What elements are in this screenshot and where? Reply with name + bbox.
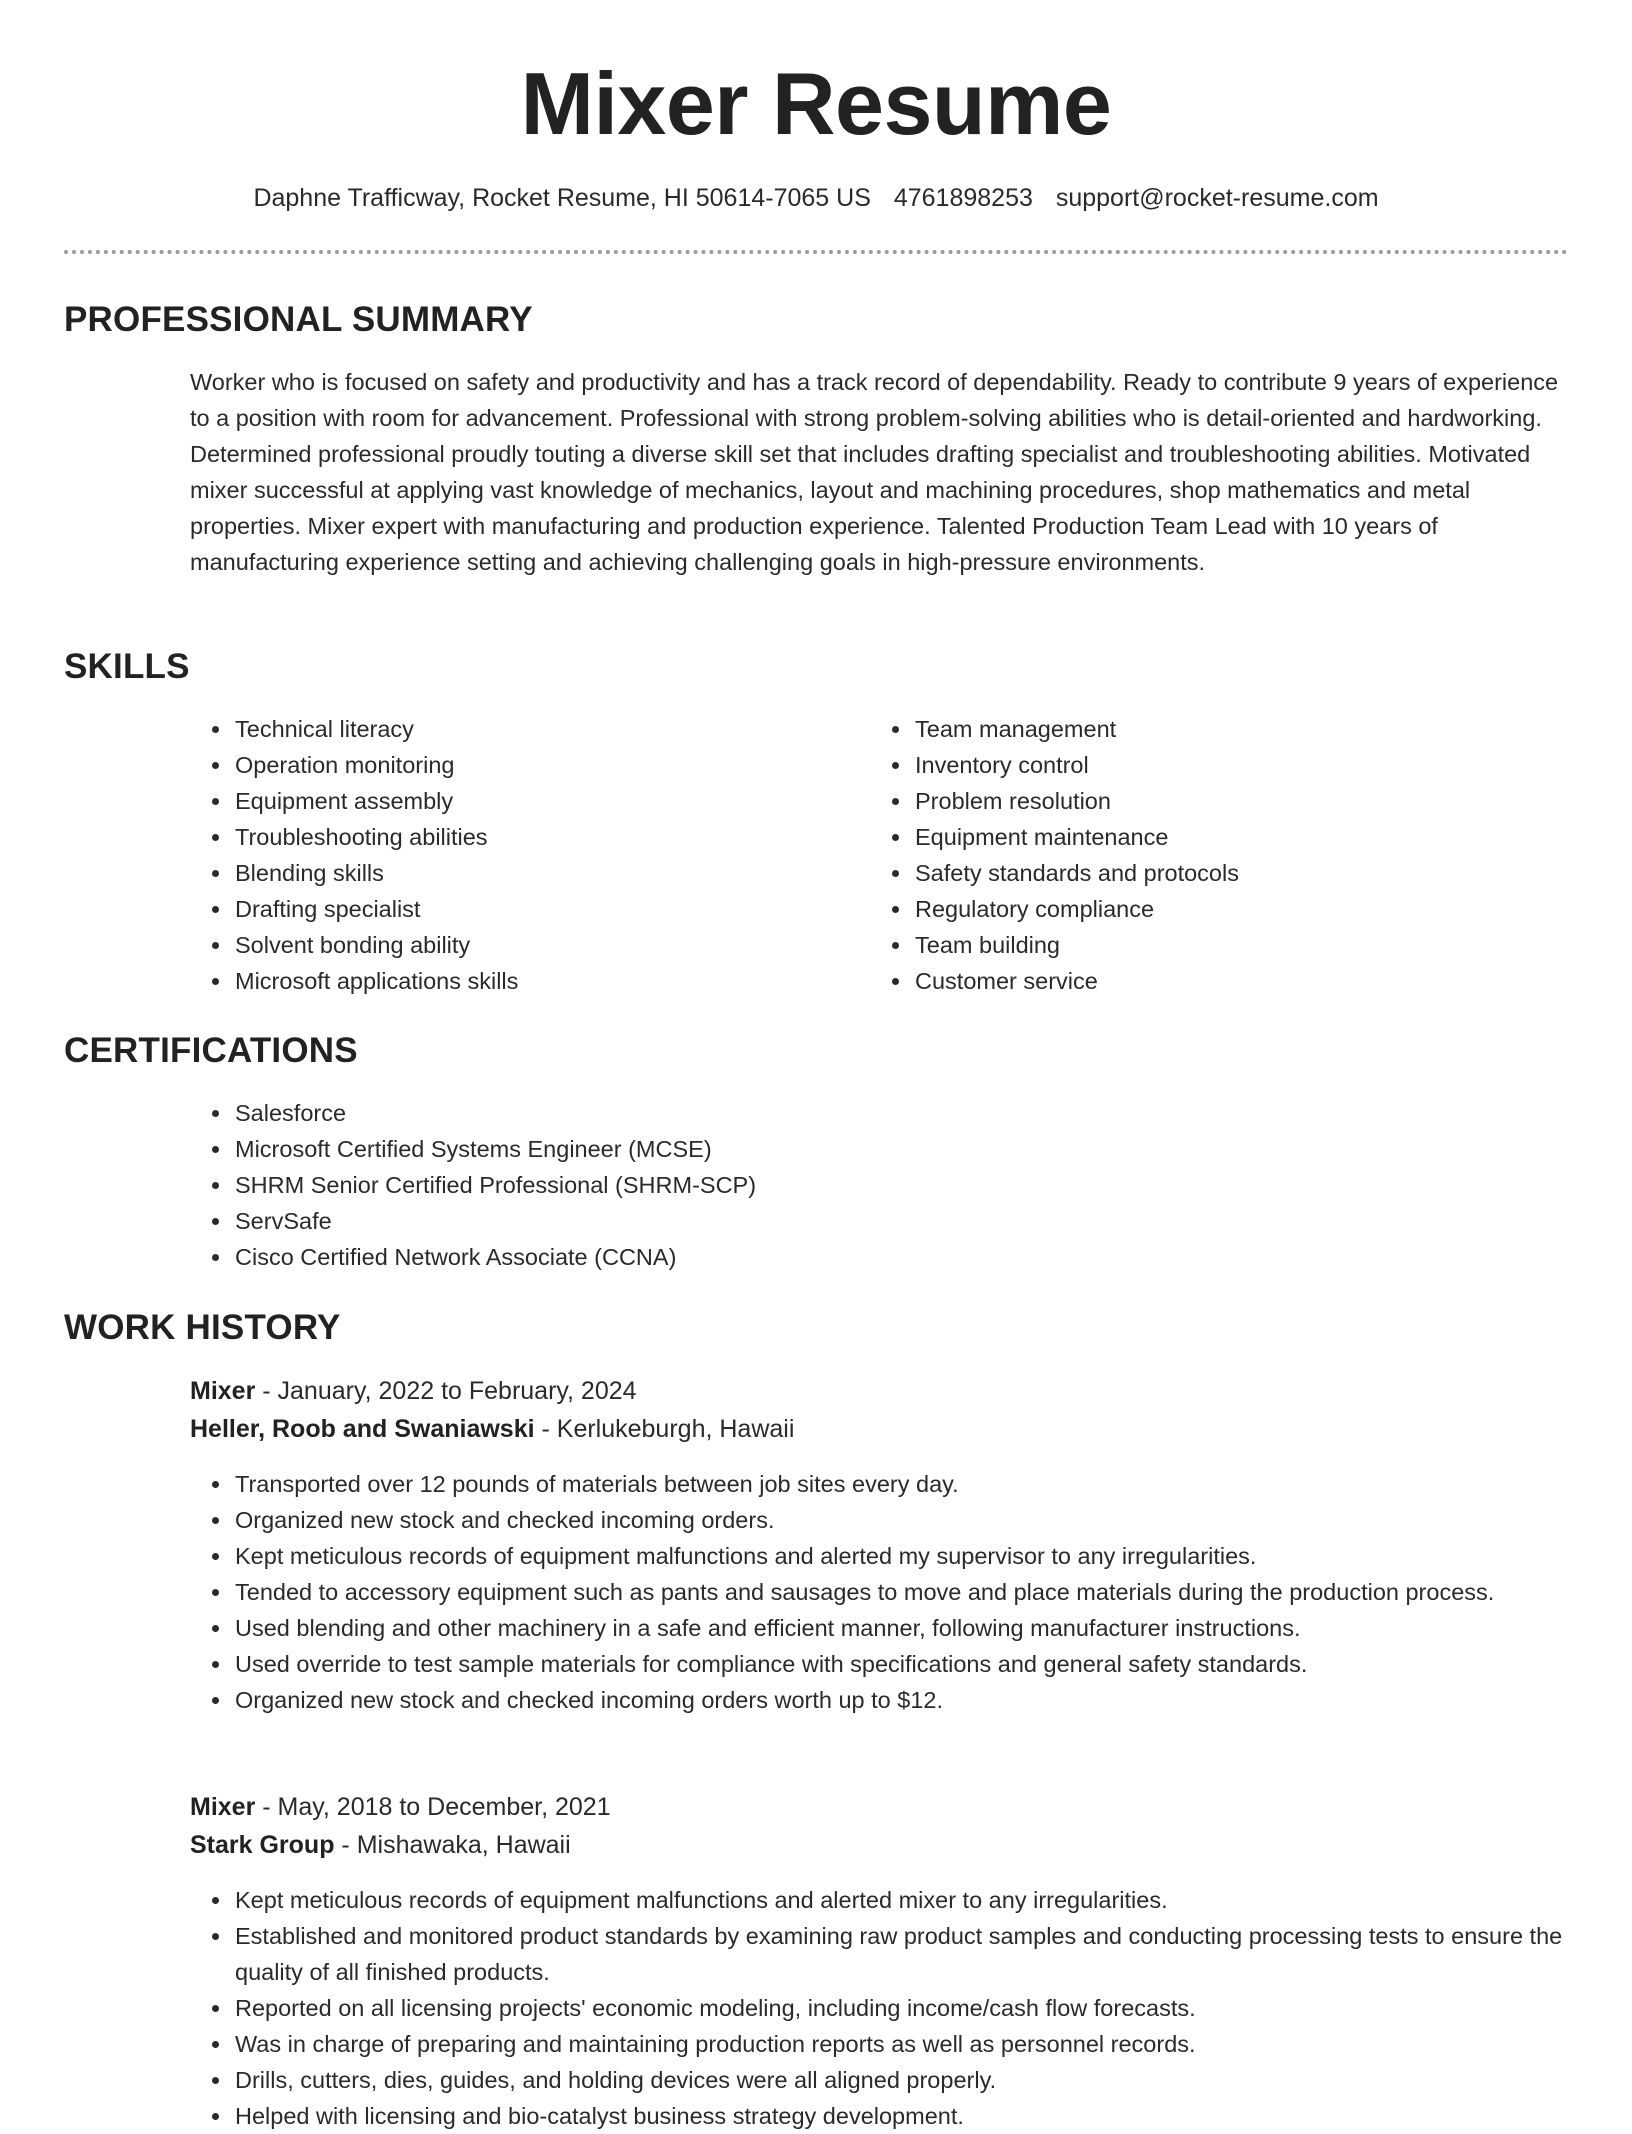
list-item: • Used blending and other machinery in a safe and efficient manner, following manufacturer instructions. [233,1610,1553,1646]
list-item: • Drafting specialist [233,891,853,927]
job-2-bullets [190,1882,1593,2134]
skills-list-right [870,711,1563,999]
job-1-company-line [190,1410,794,1448]
list-item: • Team building [913,927,1563,963]
list-item: • Operation monitoring [233,747,853,783]
contact-address: Daphne Trafficway, Rocket Resume, HI 50614-7065 US [253,184,871,212]
list-item: • Regulatory compliance [913,891,1563,927]
resume-title: Mixer Resume [520,54,1112,153]
job-2-dates: - May, 2018 to December, 2021 [255,1793,611,1821]
list-item: • Troubleshooting abilities [233,819,853,855]
list-item: • Equipment assembly [233,783,853,819]
list-item: • Established and monitored product standards by examining raw product samples and conducting processing tests to ensure the quality of all finished products. [233,1918,1593,1990]
list-item: • Cisco Certified Network Associate (CCNA) [233,1239,1533,1275]
certifications-heading: CERTIFICATIONS [64,1031,358,1070]
list-item: • Solvent bonding ability [233,927,853,963]
job-2-location: - Mishawaka, Hawaii [334,1831,571,1859]
list-item: • Microsoft Certified Systems Engineer (MCSE) [233,1131,1533,1167]
summary-heading: PROFESSIONAL SUMMARY [64,300,533,339]
summary-text: Worker who is focused on safety and productivity and has a track record of dependability. Ready to contribute 9 years of experience to a position with room for advancement. Professional with strong problem-solving abilities who is detail-oriented and hardworking. Determined professional proudly touting a diverse skill set that includes drafting specialist and troubleshooting abilities. Motivated mixer successful at applying vast knowledge of mechanics, layout and machining procedures, shop mathematics and metal properties. Mixer expert with manufacturing and production experience. Talented Production Team Lead with 10 years of manufacturing experience setting and achieving challenging goals in high-pressure environments. [190,369,1559,575]
list-item: • Microsoft applications skills [233,963,853,999]
job-1-bullets [190,1466,1553,1718]
job-2-title: Mixer [190,1793,256,1821]
list-item: • Transported over 12 pounds of materials between job sites every day. [233,1466,1553,1502]
list-item: • Blending skills [233,855,853,891]
job-1-company: Heller, Roob and Swaniawski [190,1415,535,1443]
list-item: • Team management [913,711,1563,747]
list-item: • Helped with licensing and bio-catalyst business strategy development. [233,2098,1593,2134]
list-item: • Technical literacy [233,711,853,747]
job-1-title: Mixer [190,1377,256,1405]
work-history-heading: WORK HISTORY [64,1308,341,1347]
job-1-dates: - January, 2022 to February, 2024 [255,1377,637,1405]
job-2-company-line [190,1826,571,1864]
list-item: • Organized new stock and checked incoming orders worth up to $12. [233,1682,1553,1718]
list-item: • Organized new stock and checked incoming orders. [233,1502,1553,1538]
list-item: • Safety standards and protocols [913,855,1563,891]
list-item: • Was in charge of preparing and maintaining production reports as well as personnel records. [233,2026,1593,2062]
list-item: • Inventory control [913,747,1563,783]
job-2-title-line [190,1788,611,1826]
job-2-company: Stark Group [190,1831,335,1859]
list-item: • Reported on all licensing projects' economic modeling, including income/cash flow forecasts. [233,1990,1593,2026]
certifications-list [190,1095,1533,1275]
list-item: • Kept meticulous records of equipment malfunctions and alerted my supervisor to any irregularities. [233,1538,1553,1574]
job-1-title-line [190,1372,637,1410]
skills-heading: SKILLS [64,647,190,686]
list-item: • Customer service [913,963,1563,999]
skills-list-left [190,711,853,999]
list-item: • Used override to test sample materials for compliance with specifications and general safety standards. [233,1646,1553,1682]
list-item: • Salesforce [233,1095,1533,1131]
contact-email[interactable]: support@rocket-resume.com [1055,184,1379,212]
list-item: • ServSafe [233,1203,1533,1239]
job-1-location: - Kerlukeburgh, Hawaii [534,1415,795,1443]
list-item: • Kept meticulous records of equipment malfunctions and alerted mixer to any irregularities. [233,1882,1593,1918]
list-item: • Equipment maintenance [913,819,1563,855]
contact-line [0,180,1632,216]
list-item: • Problem resolution [913,783,1563,819]
list-item: • Drills, cutters, dies, guides, and holding devices were all aligned properly. [233,2062,1593,2098]
list-item: • Tended to accessory equipment such as pants and sausages to move and place materials during the production process. [233,1574,1553,1610]
list-item: • SHRM Senior Certified Professional (SHRM-SCP) [233,1167,1533,1203]
contact-phone: 4761898253 [893,184,1033,212]
header-divider [64,250,1568,254]
